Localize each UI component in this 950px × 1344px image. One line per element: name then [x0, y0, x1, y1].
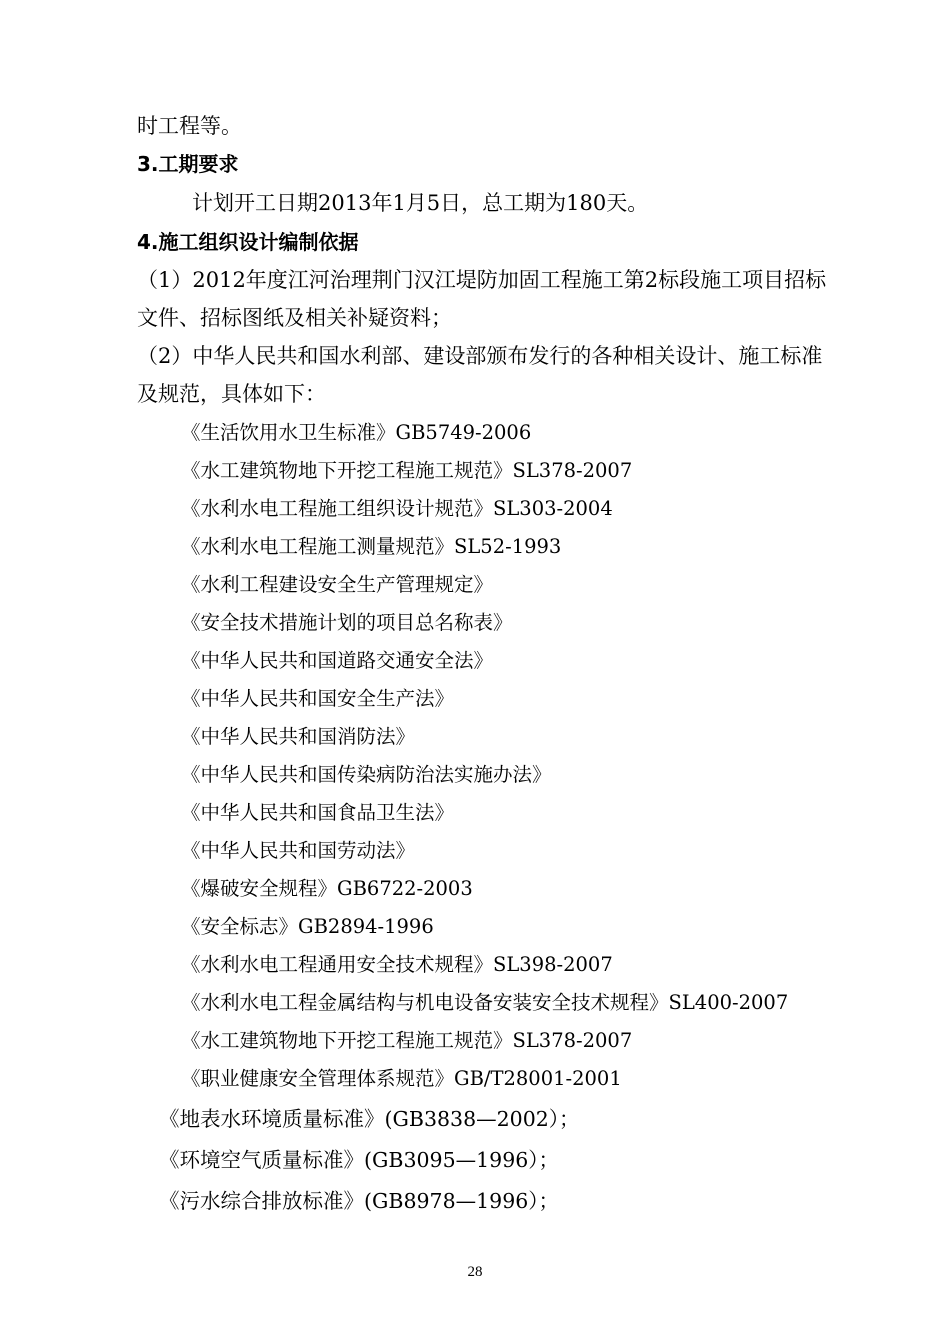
standard-item: 《爆破安全规程》GB6722-2003	[181, 877, 473, 900]
env-standard-item: 《污水综合排放标准》(GB8978—1996）；	[159, 1189, 560, 1213]
section-3-body: 计划开工日期2013年1月5日，总工期为180天。	[192, 191, 649, 215]
standard-item: 《中华人民共和国传染病防治法实施办法》	[181, 763, 552, 786]
section-4-heading: 4.施工组织设计编制依据	[137, 230, 359, 254]
standard-item: 《生活饮用水卫生标准》GB5749-2006	[181, 421, 532, 444]
continuation-text: 时工程等。	[137, 114, 242, 138]
standard-item: 《水工建筑物地下开挖工程施工规范》SL378-2007	[181, 1029, 633, 1052]
standard-item: 《水利工程建设安全生产管理规定》	[181, 573, 494, 596]
section-4-item-2-line-1: （2）中华人民共和国水利部、建设部颁布发行的各种相关设计、施工标准	[137, 344, 823, 368]
section-4-item-1-line-1: （1）2012年度江河治理荆门汉江堤防加固工程施工第2标段施工项目招标	[137, 268, 827, 292]
standard-item: 《中华人民共和国安全生产法》	[181, 687, 455, 710]
standard-item: 《安全技术措施计划的项目总名称表》	[181, 611, 513, 634]
section-4-item-2-line-2: 及规范，具体如下：	[137, 382, 326, 406]
env-standard-item: 《环境空气质量标准》(GB3095—1996）；	[159, 1148, 560, 1172]
standard-item: 《水利水电工程施工组织设计规范》SL303-2004	[181, 497, 613, 520]
section-4-item-1-line-2: 文件、招标图纸及相关补疑资料；	[137, 306, 452, 330]
standard-item: 《水工建筑物地下开挖工程施工规范》SL378-2007	[181, 459, 633, 482]
standard-item: 《水利水电工程金属结构与机电设备安装安全技术规程》SL400-2007	[181, 991, 789, 1014]
standard-item: 《中华人民共和国道路交通安全法》	[181, 649, 494, 672]
standard-item: 《水利水电工程施工测量规范》SL52-1993	[181, 535, 562, 558]
standard-item: 《中华人民共和国消防法》	[181, 725, 416, 748]
env-standard-item: 《地表水环境质量标准》(GB3838—2002）；	[159, 1107, 580, 1131]
standard-item: 《水利水电工程通用安全技术规程》SL398-2007	[181, 953, 613, 976]
section-3-heading: 3.工期要求	[137, 152, 239, 176]
page-number: 28	[467, 1264, 483, 1280]
standard-item: 《职业健康安全管理体系规范》GB/T28001-2001	[181, 1067, 622, 1090]
standard-item: 《中华人民共和国食品卫生法》	[181, 801, 455, 824]
standard-item: 《中华人民共和国劳动法》	[181, 839, 416, 862]
standard-item: 《安全标志》GB2894-1996	[181, 915, 434, 938]
